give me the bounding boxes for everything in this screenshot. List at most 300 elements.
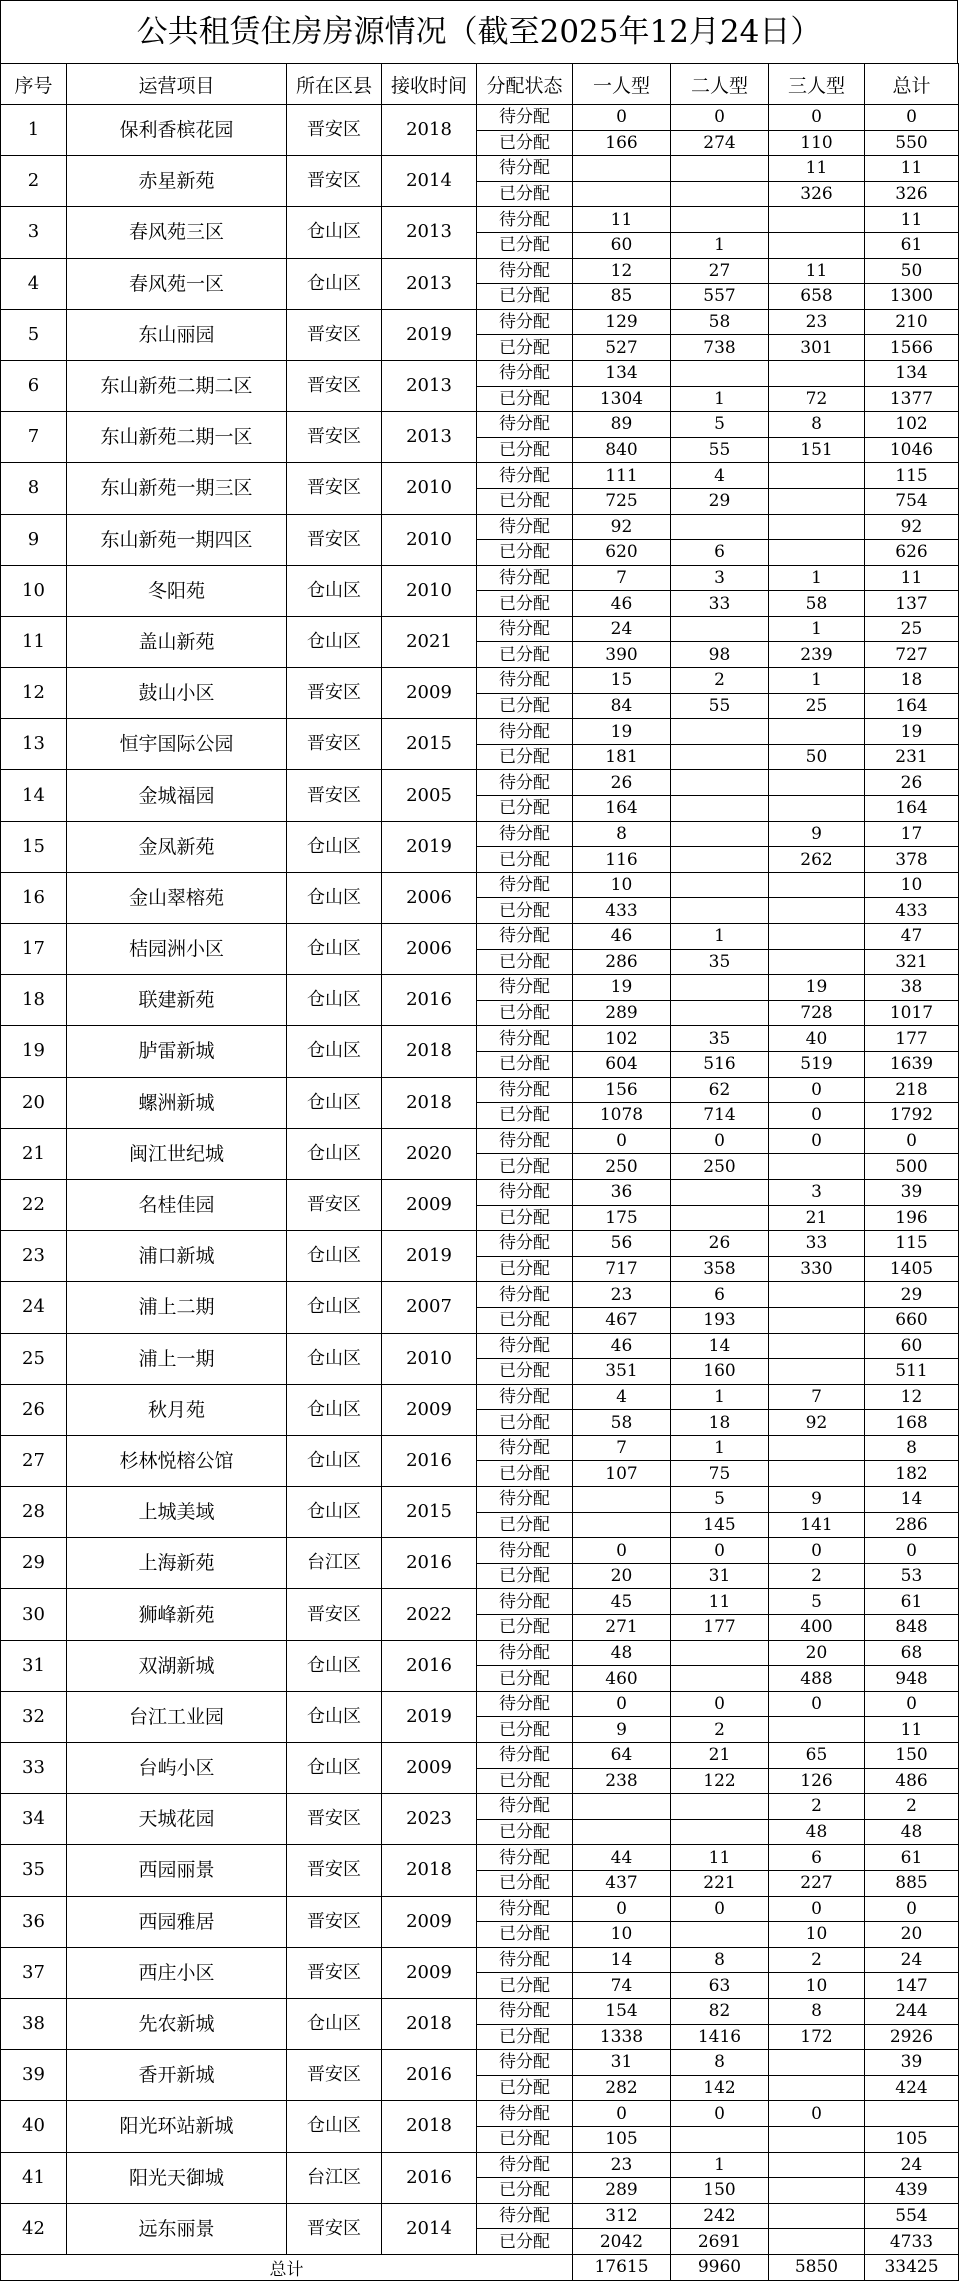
pending-total: 92 — [865, 514, 959, 540]
row-project: 赤星新苑 — [67, 156, 287, 207]
allocated-one-person: 1338 — [573, 2024, 671, 2050]
row-seq: 41 — [1, 2152, 67, 2203]
row-year: 2009 — [382, 668, 477, 719]
allocated-one-person: 725 — [573, 488, 671, 514]
allocated-three-person: 519 — [769, 1051, 865, 1077]
row-project: 浦口新城 — [67, 1231, 287, 1282]
pending-three-person — [769, 1282, 865, 1308]
row-project: 东山新苑一期四区 — [67, 514, 287, 565]
row-project: 闽江世纪城 — [67, 1128, 287, 1179]
row-district: 晋安区 — [287, 360, 382, 411]
table-row-pending — [1, 1128, 959, 1154]
allocated-one-person: 2042 — [573, 2229, 671, 2255]
status-allocated: 已分配 — [477, 642, 573, 668]
row-seq: 20 — [1, 1077, 67, 1128]
allocated-total: 1377 — [865, 386, 959, 412]
allocated-two-person: 142 — [671, 2075, 769, 2101]
pending-three-person: 6 — [769, 1845, 865, 1871]
row-project: 双湖新城 — [67, 1640, 287, 1691]
pending-two-person: 242 — [671, 2203, 769, 2229]
row-year: 2013 — [382, 258, 477, 309]
pending-total: 0 — [865, 1691, 959, 1717]
allocated-two-person: 1 — [671, 232, 769, 258]
row-year: 2013 — [382, 360, 477, 411]
pending-two-person — [671, 1179, 769, 1205]
status-pending: 待分配 — [477, 872, 573, 898]
pending-two-person: 62 — [671, 1077, 769, 1103]
status-allocated: 已分配 — [477, 2229, 573, 2255]
row-project: 台屿小区 — [67, 1743, 287, 1794]
row-district: 晋安区 — [287, 2050, 382, 2101]
allocated-total: 885 — [865, 1870, 959, 1896]
pending-three-person: 2 — [769, 1794, 865, 1820]
row-seq: 9 — [1, 514, 67, 565]
allocated-three-person — [769, 232, 865, 258]
pending-total: 0 — [865, 1128, 959, 1154]
pending-two-person: 21 — [671, 1743, 769, 1769]
row-project: 狮峰新苑 — [67, 1589, 287, 1640]
status-pending: 待分配 — [477, 360, 573, 386]
row-seq: 19 — [1, 1026, 67, 1077]
pending-two-person: 5 — [671, 412, 769, 438]
row-seq: 1 — [1, 105, 67, 156]
table-row-pending — [1, 1947, 959, 1973]
pending-one-person: 92 — [573, 514, 671, 540]
row-year: 2009 — [382, 1743, 477, 1794]
pending-total: 11 — [865, 207, 959, 233]
status-allocated: 已分配 — [477, 1154, 573, 1180]
status-allocated: 已分配 — [477, 1717, 573, 1743]
pending-one-person: 8 — [573, 821, 671, 847]
row-district: 仓山区 — [287, 1077, 382, 1128]
allocated-three-person: 239 — [769, 642, 865, 668]
row-seq: 34 — [1, 1794, 67, 1845]
row-year: 2022 — [382, 1589, 477, 1640]
table-row-pending — [1, 1384, 959, 1410]
pending-three-person: 7 — [769, 1384, 865, 1410]
row-project: 杉林悦榕公馆 — [67, 1435, 287, 1486]
allocated-three-person: 227 — [769, 1870, 865, 1896]
allocated-total: 1300 — [865, 284, 959, 310]
allocated-total: 660 — [865, 1307, 959, 1333]
pending-total: 39 — [865, 2050, 959, 2076]
pending-one-person: 7 — [573, 565, 671, 591]
pending-one-person: 15 — [573, 668, 671, 694]
row-district: 晋安区 — [287, 156, 382, 207]
row-year: 2013 — [382, 412, 477, 463]
pending-total: 244 — [865, 1998, 959, 2024]
allocated-total: 727 — [865, 642, 959, 668]
status-allocated: 已分配 — [477, 2024, 573, 2050]
pending-one-person: 7 — [573, 1435, 671, 1461]
allocated-three-person: 172 — [769, 2024, 865, 2050]
row-district: 仓山区 — [287, 1128, 382, 1179]
allocated-three-person — [769, 1307, 865, 1333]
status-pending: 待分配 — [477, 2152, 573, 2178]
table-row-pending — [1, 975, 959, 1001]
pending-three-person: 5 — [769, 1589, 865, 1615]
allocated-total: 48 — [865, 1819, 959, 1845]
allocated-two-person: 2691 — [671, 2229, 769, 2255]
status-pending: 待分配 — [477, 975, 573, 1001]
row-project: 西园丽景 — [67, 1845, 287, 1896]
status-pending: 待分配 — [477, 565, 573, 591]
table-row-pending — [1, 2203, 959, 2229]
pending-two-person — [671, 770, 769, 796]
allocated-total: 326 — [865, 181, 959, 207]
row-district: 仓山区 — [287, 565, 382, 616]
allocated-one-person: 467 — [573, 1307, 671, 1333]
row-project: 远东丽景 — [67, 2203, 287, 2254]
row-district: 仓山区 — [287, 821, 382, 872]
pending-one-person: 31 — [573, 2050, 671, 2076]
allocated-one-person: 10 — [573, 1922, 671, 1948]
status-allocated: 已分配 — [477, 1768, 573, 1794]
row-project: 春风苑三区 — [67, 207, 287, 258]
status-allocated: 已分配 — [477, 1922, 573, 1948]
status-allocated: 已分配 — [477, 386, 573, 412]
pending-total: 26 — [865, 770, 959, 796]
allocated-three-person: 25 — [769, 693, 865, 719]
pending-three-person: 40 — [769, 1026, 865, 1052]
row-seq: 2 — [1, 156, 67, 207]
allocated-two-person — [671, 2126, 769, 2152]
status-allocated: 已分配 — [477, 1103, 573, 1129]
row-project: 联建新苑 — [67, 975, 287, 1026]
allocated-total: 105 — [865, 2126, 959, 2152]
allocated-three-person — [769, 488, 865, 514]
total-row — [1, 2254, 959, 2280]
row-seq: 25 — [1, 1333, 67, 1384]
allocated-total: 20 — [865, 1922, 959, 1948]
row-seq: 37 — [1, 1947, 67, 1998]
allocated-total: 754 — [865, 488, 959, 514]
allocated-two-person — [671, 744, 769, 770]
row-district: 仓山区 — [287, 2101, 382, 2152]
pending-one-person — [573, 1487, 671, 1513]
status-pending: 待分配 — [477, 770, 573, 796]
row-seq: 26 — [1, 1384, 67, 1435]
pending-three-person — [769, 2050, 865, 2076]
status-pending: 待分配 — [477, 1640, 573, 1666]
row-seq: 29 — [1, 1538, 67, 1589]
pending-total: 39 — [865, 1179, 959, 1205]
allocated-two-person: 738 — [671, 335, 769, 361]
pending-one-person: 36 — [573, 1179, 671, 1205]
pending-two-person: 5 — [671, 1487, 769, 1513]
status-allocated: 已分配 — [477, 232, 573, 258]
pending-one-person: 12 — [573, 258, 671, 284]
row-project: 恒宇国际公园 — [67, 719, 287, 770]
status-allocated: 已分配 — [477, 1410, 573, 1436]
pending-one-person: 89 — [573, 412, 671, 438]
allocated-one-person: 1078 — [573, 1103, 671, 1129]
housing-table — [0, 63, 959, 2281]
pending-two-person: 3 — [671, 565, 769, 591]
row-year: 2016 — [382, 2050, 477, 2101]
status-pending: 待分配 — [477, 616, 573, 642]
allocated-two-person — [671, 796, 769, 822]
pending-three-person — [769, 2203, 865, 2229]
pending-three-person: 9 — [769, 1487, 865, 1513]
allocated-two-person: 6 — [671, 540, 769, 566]
allocated-two-person: 33 — [671, 591, 769, 617]
row-district: 晋安区 — [287, 1589, 382, 1640]
allocated-total: 286 — [865, 1512, 959, 1538]
table-row-pending — [1, 872, 959, 898]
table-title: 公共租赁住房房源情况（截至2025年12月24日） — [0, 0, 958, 63]
row-seq: 14 — [1, 770, 67, 821]
row-project: 香开新城 — [67, 2050, 287, 2101]
pending-three-person: 0 — [769, 2101, 865, 2127]
allocated-one-person: 105 — [573, 2126, 671, 2152]
pending-three-person — [769, 1435, 865, 1461]
status-allocated: 已分配 — [477, 335, 573, 361]
allocated-total: 2926 — [865, 2024, 959, 2050]
pending-total: 218 — [865, 1077, 959, 1103]
row-project: 东山新苑二期一区 — [67, 412, 287, 463]
allocated-three-person: 10 — [769, 1922, 865, 1948]
table-row-pending — [1, 2152, 959, 2178]
pending-total: 61 — [865, 1589, 959, 1615]
row-seq: 31 — [1, 1640, 67, 1691]
row-year: 2018 — [382, 1077, 477, 1128]
row-project: 浦上一期 — [67, 1333, 287, 1384]
allocated-one-person: 289 — [573, 2178, 671, 2204]
row-project: 台江工业园 — [67, 1691, 287, 1742]
row-seq: 21 — [1, 1128, 67, 1179]
row-district: 晋安区 — [287, 770, 382, 821]
allocated-two-person: 18 — [671, 1410, 769, 1436]
row-seq: 7 — [1, 412, 67, 463]
status-pending: 待分配 — [477, 1333, 573, 1359]
pending-one-person: 45 — [573, 1589, 671, 1615]
row-seq: 18 — [1, 975, 67, 1026]
pending-one-person: 19 — [573, 975, 671, 1001]
pending-one-person — [573, 1794, 671, 1820]
row-district: 仓山区 — [287, 258, 382, 309]
allocated-total: 1566 — [865, 335, 959, 361]
pending-three-person: 9 — [769, 821, 865, 847]
allocated-total: 550 — [865, 130, 959, 156]
pending-one-person: 11 — [573, 207, 671, 233]
pending-one-person: 23 — [573, 2152, 671, 2178]
allocated-total: 626 — [865, 540, 959, 566]
row-seq: 28 — [1, 1487, 67, 1538]
pending-three-person: 3 — [769, 1179, 865, 1205]
row-project: 金凤新苑 — [67, 821, 287, 872]
allocated-one-person — [573, 181, 671, 207]
row-year: 2023 — [382, 1794, 477, 1845]
status-allocated: 已分配 — [477, 2075, 573, 2101]
pending-one-person: 0 — [573, 2101, 671, 2127]
allocated-three-person: 330 — [769, 1256, 865, 1282]
pending-total: 0 — [865, 1896, 959, 1922]
status-pending: 待分配 — [477, 719, 573, 745]
row-seq: 27 — [1, 1435, 67, 1486]
allocated-two-person: 1416 — [671, 2024, 769, 2050]
allocated-three-person — [769, 540, 865, 566]
status-pending: 待分配 — [477, 514, 573, 540]
allocated-total: 1017 — [865, 1000, 959, 1026]
allocated-one-person: 20 — [573, 1563, 671, 1589]
allocated-one-person: 9 — [573, 1717, 671, 1743]
status-pending: 待分配 — [477, 1282, 573, 1308]
row-year: 2019 — [382, 1231, 477, 1282]
row-district: 晋安区 — [287, 1179, 382, 1230]
status-allocated: 已分配 — [477, 591, 573, 617]
allocated-one-person: 175 — [573, 1205, 671, 1231]
status-allocated: 已分配 — [477, 1359, 573, 1385]
row-seq: 35 — [1, 1845, 67, 1896]
table-row-pending — [1, 719, 959, 745]
row-district: 晋安区 — [287, 719, 382, 770]
status-pending: 待分配 — [477, 1845, 573, 1871]
status-allocated: 已分配 — [477, 847, 573, 873]
allocated-three-person: 48 — [769, 1819, 865, 1845]
allocated-total: 11 — [865, 1717, 959, 1743]
status-pending: 待分配 — [477, 1896, 573, 1922]
status-pending: 待分配 — [477, 412, 573, 438]
allocated-three-person: 658 — [769, 284, 865, 310]
allocated-one-person: 84 — [573, 693, 671, 719]
pending-three-person — [769, 207, 865, 233]
allocated-total: 168 — [865, 1410, 959, 1436]
pending-two-person — [671, 156, 769, 182]
allocated-two-person: 29 — [671, 488, 769, 514]
row-year: 2010 — [382, 565, 477, 616]
allocated-two-person: 221 — [671, 1870, 769, 1896]
allocated-two-person — [671, 1666, 769, 1692]
allocated-two-person — [671, 1000, 769, 1026]
allocated-two-person: 2 — [671, 1717, 769, 1743]
row-year: 2021 — [382, 616, 477, 667]
row-year: 2010 — [382, 1333, 477, 1384]
allocated-three-person — [769, 1359, 865, 1385]
row-year: 2018 — [382, 1845, 477, 1896]
pending-one-person: 23 — [573, 1282, 671, 1308]
row-project: 保利香槟花园 — [67, 105, 287, 156]
row-seq: 22 — [1, 1179, 67, 1230]
pending-one-person: 46 — [573, 924, 671, 950]
status-allocated: 已分配 — [477, 1973, 573, 1999]
pending-three-person: 8 — [769, 412, 865, 438]
allocated-one-person: 116 — [573, 847, 671, 873]
pending-total: 210 — [865, 309, 959, 335]
pending-three-person: 0 — [769, 1896, 865, 1922]
row-district: 仓山区 — [287, 1435, 382, 1486]
header-three-person: 三人型 — [769, 64, 865, 105]
allocated-one-person: 289 — [573, 1000, 671, 1026]
allocated-two-person — [671, 1205, 769, 1231]
table-row-pending — [1, 1026, 959, 1052]
row-district: 仓山区 — [287, 975, 382, 1026]
row-seq: 40 — [1, 2101, 67, 2152]
pending-one-person: 56 — [573, 1231, 671, 1257]
allocated-one-person: 282 — [573, 2075, 671, 2101]
status-allocated: 已分配 — [477, 2126, 573, 2152]
pending-two-person — [671, 514, 769, 540]
status-allocated: 已分配 — [477, 1000, 573, 1026]
status-pending: 待分配 — [477, 1128, 573, 1154]
row-seq: 16 — [1, 872, 67, 923]
pending-one-person: 64 — [573, 1743, 671, 1769]
status-pending: 待分配 — [477, 156, 573, 182]
row-district: 晋安区 — [287, 1947, 382, 1998]
pending-one-person: 156 — [573, 1077, 671, 1103]
row-year: 2016 — [382, 975, 477, 1026]
row-district: 仓山区 — [287, 1282, 382, 1333]
status-pending: 待分配 — [477, 1384, 573, 1410]
row-year: 2010 — [382, 514, 477, 565]
pending-three-person — [769, 1333, 865, 1359]
allocated-one-person: 433 — [573, 898, 671, 924]
pending-three-person — [769, 463, 865, 489]
allocated-one-person: 271 — [573, 1615, 671, 1641]
allocated-total: 1792 — [865, 1103, 959, 1129]
row-year: 2016 — [382, 1435, 477, 1486]
allocated-one-person: 60 — [573, 232, 671, 258]
pending-two-person — [671, 975, 769, 1001]
table-row-pending — [1, 770, 959, 796]
row-year: 2013 — [382, 207, 477, 258]
allocated-two-person: 557 — [671, 284, 769, 310]
pending-three-person: 8 — [769, 1998, 865, 2024]
pending-two-person — [671, 207, 769, 233]
status-pending: 待分配 — [477, 1691, 573, 1717]
status-allocated: 已分配 — [477, 1205, 573, 1231]
allocated-three-person — [769, 949, 865, 975]
row-project: 阳光环站新城 — [67, 2101, 287, 2152]
pending-total: 38 — [865, 975, 959, 1001]
status-allocated: 已分配 — [477, 1666, 573, 1692]
row-year: 2018 — [382, 2101, 477, 2152]
row-year: 2019 — [382, 1691, 477, 1742]
allocated-two-person: 63 — [671, 1973, 769, 1999]
row-year: 2010 — [382, 463, 477, 514]
status-pending: 待分配 — [477, 207, 573, 233]
allocated-two-person: 160 — [671, 1359, 769, 1385]
allocated-total: 53 — [865, 1563, 959, 1589]
pending-total: 25 — [865, 616, 959, 642]
table-row-pending — [1, 2050, 959, 2076]
pending-three-person: 11 — [769, 258, 865, 284]
row-seq: 36 — [1, 1896, 67, 1947]
row-year: 2005 — [382, 770, 477, 821]
status-pending: 待分配 — [477, 1435, 573, 1461]
status-allocated: 已分配 — [477, 284, 573, 310]
row-year: 2016 — [382, 1538, 477, 1589]
table-row-pending — [1, 514, 959, 540]
header-two-person: 二人型 — [671, 64, 769, 105]
pending-total: 18 — [865, 668, 959, 694]
row-district: 晋安区 — [287, 412, 382, 463]
pending-two-person: 0 — [671, 1128, 769, 1154]
allocated-two-person: 145 — [671, 1512, 769, 1538]
allocated-three-person — [769, 1717, 865, 1743]
pending-two-person: 8 — [671, 2050, 769, 2076]
pending-total: 177 — [865, 1026, 959, 1052]
table-row-pending — [1, 1538, 959, 1564]
status-allocated: 已分配 — [477, 1870, 573, 1896]
pending-total: 24 — [865, 1947, 959, 1973]
pending-one-person: 44 — [573, 1845, 671, 1871]
pending-total: 102 — [865, 412, 959, 438]
allocated-two-person: 193 — [671, 1307, 769, 1333]
allocated-three-person: 0 — [769, 1103, 865, 1129]
row-year: 2014 — [382, 2203, 477, 2254]
row-seq: 42 — [1, 2203, 67, 2254]
